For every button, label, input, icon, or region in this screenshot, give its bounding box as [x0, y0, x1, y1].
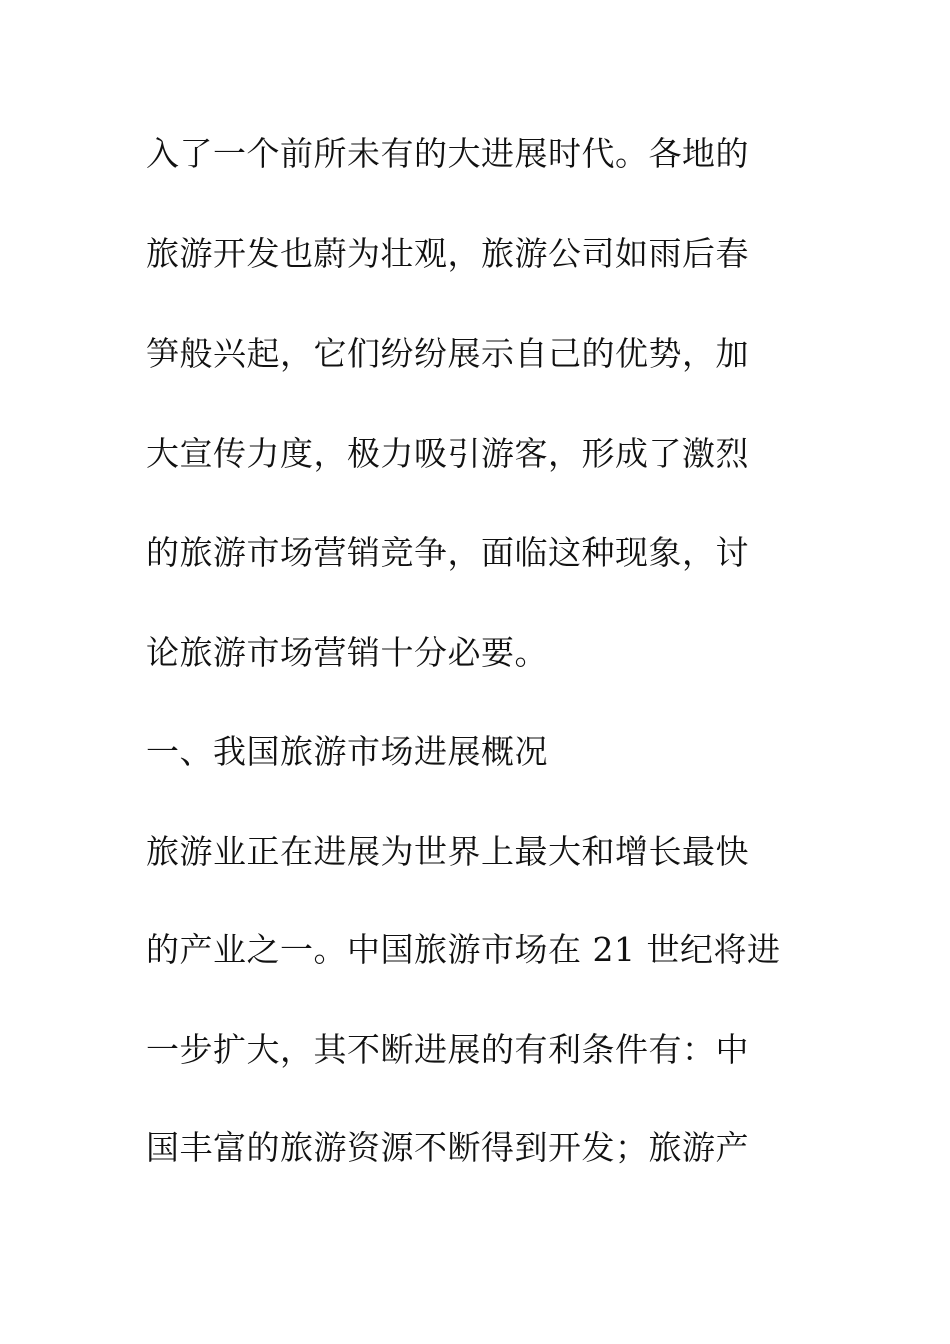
section-heading: 一、我国旅游市场进展概况	[146, 732, 548, 771]
paragraph-line: 的产业之一。中国旅游市场在 21 世纪将进	[146, 930, 781, 969]
paragraph-line: 旅游业正在进展为世界上最大和增长最快	[146, 832, 749, 871]
paragraph-line: 旅游开发也蔚为壮观，旅游公司如雨后春	[146, 234, 749, 273]
paragraph-line: 入了一个前所未有的大进展时代。各地的	[146, 134, 749, 173]
paragraph-line: 的旅游市场营销竞争，面临这种现象，讨	[146, 533, 749, 572]
paragraph-line: 大宣传力度，极力吸引游客，形成了激烈	[146, 434, 749, 473]
paragraph-line: 一步扩大，其不断进展的有利条件有：中	[146, 1030, 749, 1069]
paragraph-line: 国丰富的旅游资源不断得到开发；旅游产	[146, 1128, 749, 1167]
paragraph-line: 笋般兴起，它们纷纷展示自己的优势，加	[146, 334, 749, 373]
paragraph-line: 论旅游市场营销十分必要。	[146, 633, 548, 672]
